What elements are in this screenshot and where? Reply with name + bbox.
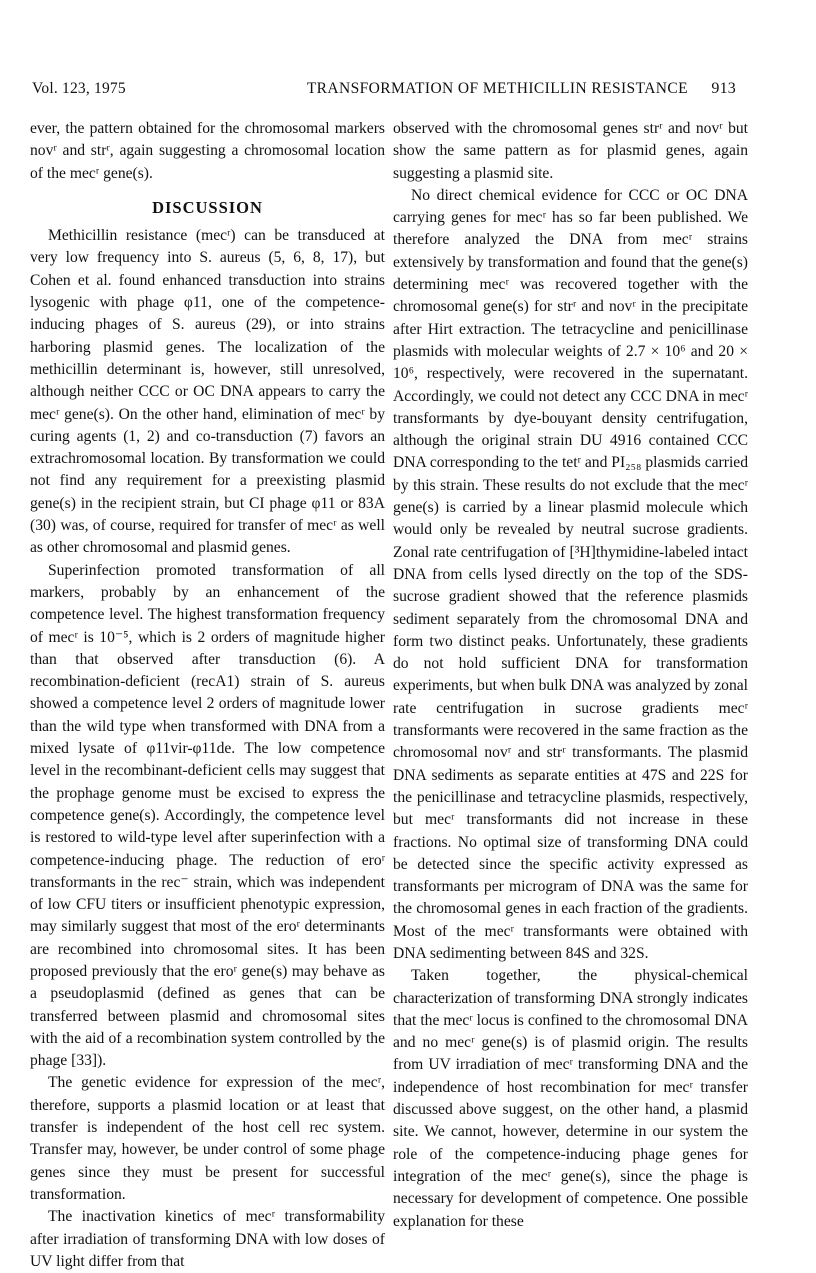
continued-paragraph: ever, the pattern obtained for the chromosomal markers novʳ and strʳ, again suggesting a chromosomal location of the mecʳ gene(s). — [30, 120, 385, 182]
paragraph: The genetic evidence for expression of the mecʳ, therefore, supports a plasmid location or at least that transfer is independent of the host cell rec system. Transfer may, however, be under control of some phage genes since they must be present for successful transformation. — [30, 1074, 385, 1203]
running-header — [30, 80, 736, 106]
page-number: 913 — [711, 80, 736, 97]
paragraph: No direct chemical evidence for CCC or OC DNA carrying genes for mecʳ has so far been published. We therefore analyzed the DNA from mecʳ strains extensively by transformation and found that the gene(s) determining mecʳ was recovered together with the chromosomal gene(s) for strʳ and novʳ in the precipitate after Hirt extraction. The tetracycline and penicillinase plasmids with molecular weights of 2.7 × 10⁶ and 20 × 10⁶, respectively, were recovered in the supernatant. Accordingly, we could not detect any CCC DNA in mecʳ transformants by dye-bouyant density centrifugation, although the original strain DU 4916 contained CCC DNA corresponding to the tetʳ and PI₂₅₈ plasmids carried by this strain. These results do not exclude that the mecʳ gene(s) is carried by a linear plasmid molecule which would only be revealed by neutral sucrose gradients. Zonal rate centrifugation of [³H]thymidine-labeled intact DNA from cells lysed directly on the top of the SDS-sucrose gradient showed that the reference plasmids sediment separately from the chromosomal DNA and form two distinct peaks. Unfortunately, these gradients do not hold sufficient DNA for transformation experiments, but when bulk DNA was analyzed by zonal rate centrifugation in sucrose gradients mecʳ transformants were recovered in the same fraction as the chromosomal novʳ and strʳ transformants. The plasmid DNA sediments as separate entities at 47S and 22S for the penicillinase and tetracycline plasmids, respectively, but mecʳ transformants did not increase in these fractions. No optimal size of transforming DNA could be detected since the specific activity expressed as transformants per microgram of DNA was the same for the chromosomal genes in each fraction of the gradients. Most of the mecʳ transformants were obtained with DNA sedimenting between 84S and 32S. — [393, 186, 748, 962]
continued-paragraph: observed with the chromosomal genes strʳ and novʳ but show the same pattern as for plasmid genes, again suggesting a plasmid site. — [393, 120, 748, 182]
paragraph: Superinfection promoted transformation of all markers, probably by an enhancement of the competence level. The highest transformation frequency of mecʳ is 10⁻⁵, which is 2 orders of magnitude higher than that observed after transduction (6). A recombination-deficient (recA1) strain of S. aureus showed a competence level 2 orders of magnitude lower than the wild type when transformed with DNA from a mixed lysate of φ11vir-φ11de. The low competence level in the recombinant-deficient cells may suggest that the prophage genome must be excised to express the competence gene(s). Accordingly, the competence level is restored to wild-type level after superinfection with a competence-inducing phage. The reduction of eroʳ transformants in the rec⁻ strain, which was independent of low CFU titers or insufficient phenotypic expression, may similarly suggest that most of the eroʳ determinants are recombined into chromosomal sites. It has been proposed previously that the eroʳ gene(s) may behave as a pseudoplasmid (defined as genes that can be transferred between plasmid and chromosomal sites with the aid of a recombination system controlled by the phage [33]). — [30, 561, 385, 1070]
running-title: TRANSFORMATION OF METHICILLIN RESISTANCE — [306, 80, 688, 97]
paragraph: The inactivation kinetics of mecʳ transformability after irradiation of transforming DNA with low doses of UV light differ from that — [30, 1208, 385, 1270]
left-column — [30, 118, 385, 1273]
volume-label: Vol. 123, 1975 — [32, 80, 126, 97]
paragraph: Methicillin resistance (mecʳ) can be transduced at very low frequency into S. aureus (5, 6, 8, 17), but Cohen et al. found enhanced transduction into strains lysogenic with phage φ11, one of the competence-inducing phages of S. aureus (29), or into strains harboring plasmid genes. The localization of the methicillin determinant is, however, still unresolved, although neither CCC or OC DNA appears to carry the mecʳ gene(s). On the other hand, elimination of mecʳ by curing agents (1, 2) and co-transduction (7) favors an extrachromosomal location. By transformation we could not find any requirement for a preexisting plasmid gene(s) in the recipient strain, but CI phage φ11 or 83A (30) was, of course, required for transfer of mecʳ as well as other chromosomal and plasmid genes. — [30, 227, 385, 557]
right-column — [393, 118, 748, 1233]
paragraph: Taken together, the physical-chemical characterization of transforming DNA strongly indicates that the mecʳ locus is confined to the chromosomal DNA and no mecʳ gene(s) is of plasmid origin. The results from UV irradiation of mecʳ transforming DNA and the independence of host recombination for mecʳ transfer discussed above suggest, on the other hand, a plasmid site. We cannot, however, determine in our system the role of the competence-inducing phage genes for integration of the mecʳ gene(s), since the phage is necessary for development of competence. One possible explanation for these — [393, 967, 748, 1230]
section-heading-discussion: DISCUSSION — [152, 197, 263, 217]
